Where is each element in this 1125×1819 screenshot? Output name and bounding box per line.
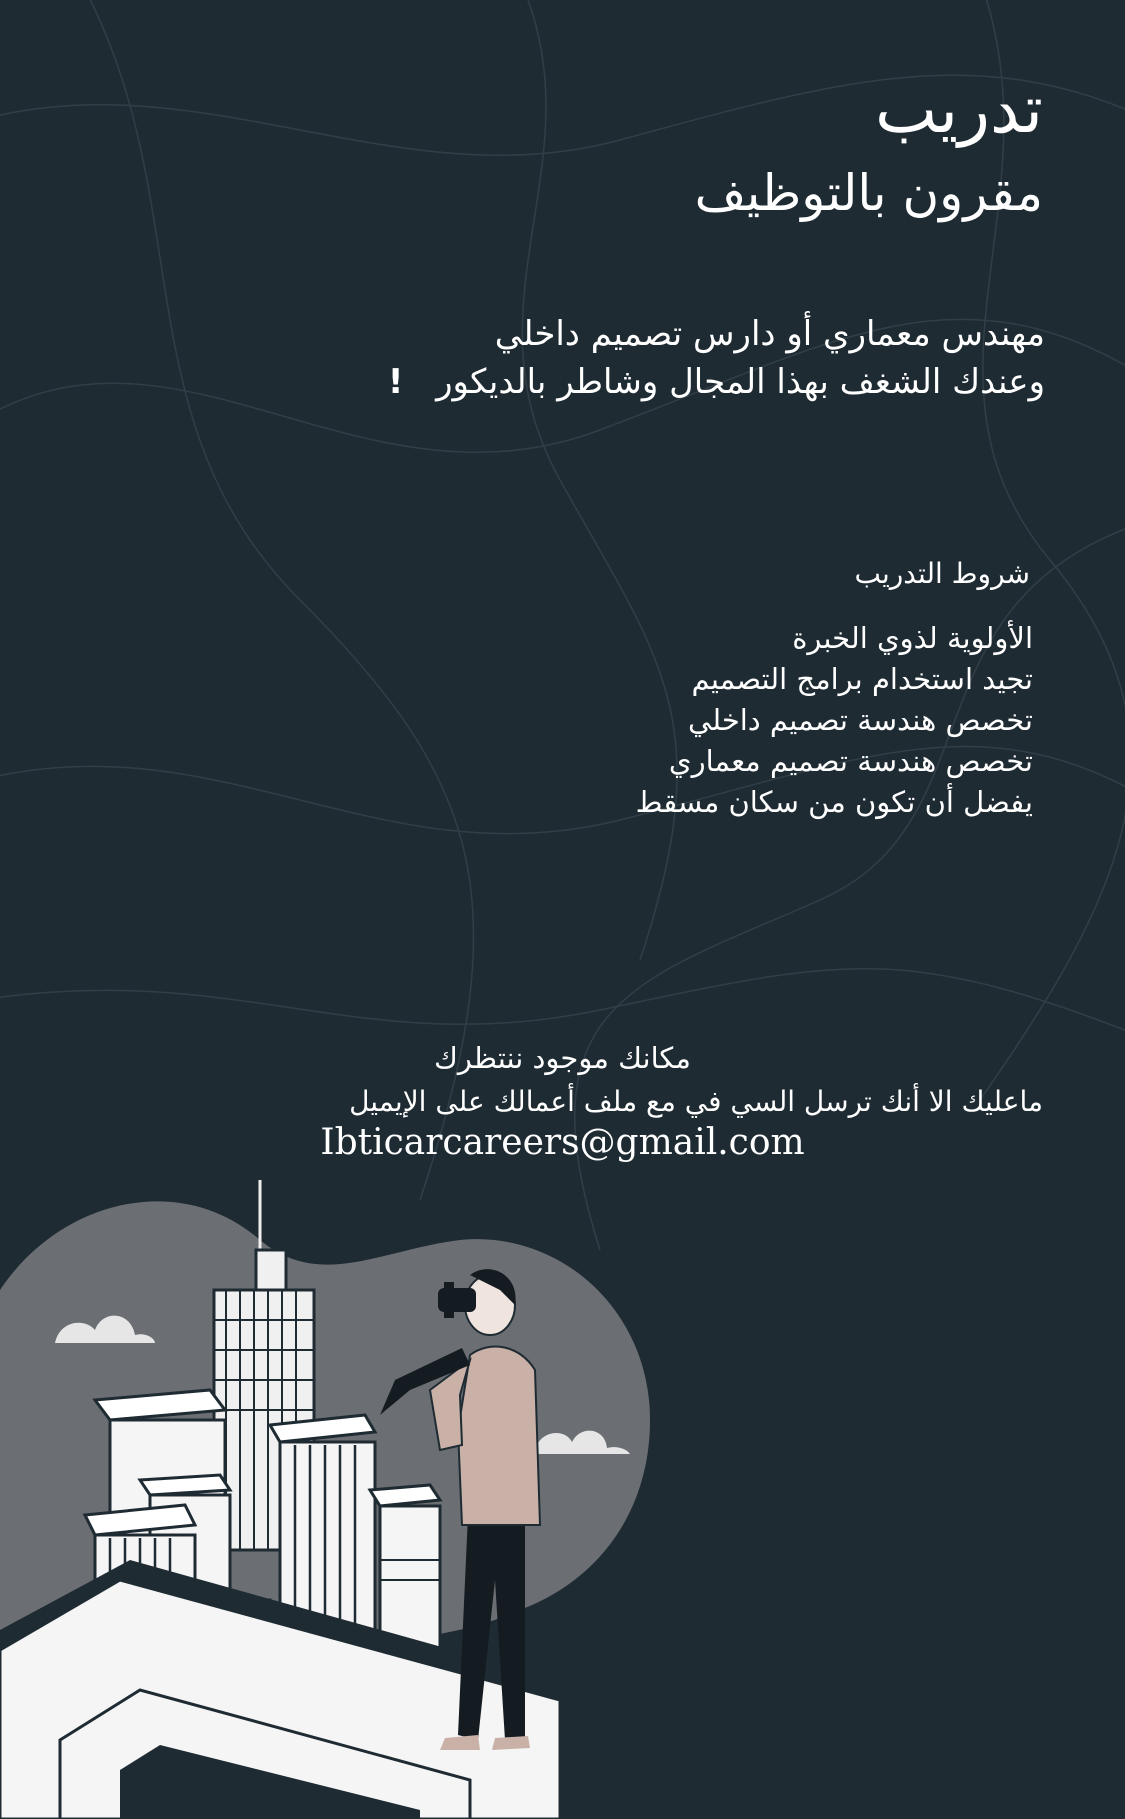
list-item: يفضل أن تكون من سكان مسقط <box>635 785 1033 819</box>
list-item: تخصص هندسة تصميم معماري <box>668 744 1033 778</box>
list-item: تجيد استخدام برامج التصميم <box>691 662 1033 696</box>
conditions-heading: شروط التدريب <box>854 557 1030 590</box>
intro-line-2 <box>388 358 1045 406</box>
cta-line-2: ماعليك الا أنك ترسل السي في مع ملف أعمالك على الإيميل <box>349 1085 1043 1118</box>
page-subtitle: مقرون بالتوظيف <box>694 164 1043 222</box>
intro-line-2-text: وعندك الشغف بهذا المجال وشاطر بالديكور <box>436 362 1045 402</box>
list-item: الأولوية لذوي الخبرة <box>792 621 1033 655</box>
intro-exclamation: ! <box>387 362 404 402</box>
contact-email[interactable]: Ibticarcareers@gmail.com <box>320 1122 805 1163</box>
conditions-list <box>636 618 1033 823</box>
page-title: تدريب <box>874 71 1043 148</box>
cta-line-1: مكانك موجود ننتظرك <box>434 1041 691 1075</box>
man-with-binoculars-on-rooftop-illustration <box>0 1180 1125 1819</box>
intro-line-1: مهندس معماري أو دارس تصميم داخلي <box>494 314 1045 354</box>
list-item: تخصص هندسة تصميم داخلي <box>688 703 1033 737</box>
intro-text <box>388 310 1045 406</box>
